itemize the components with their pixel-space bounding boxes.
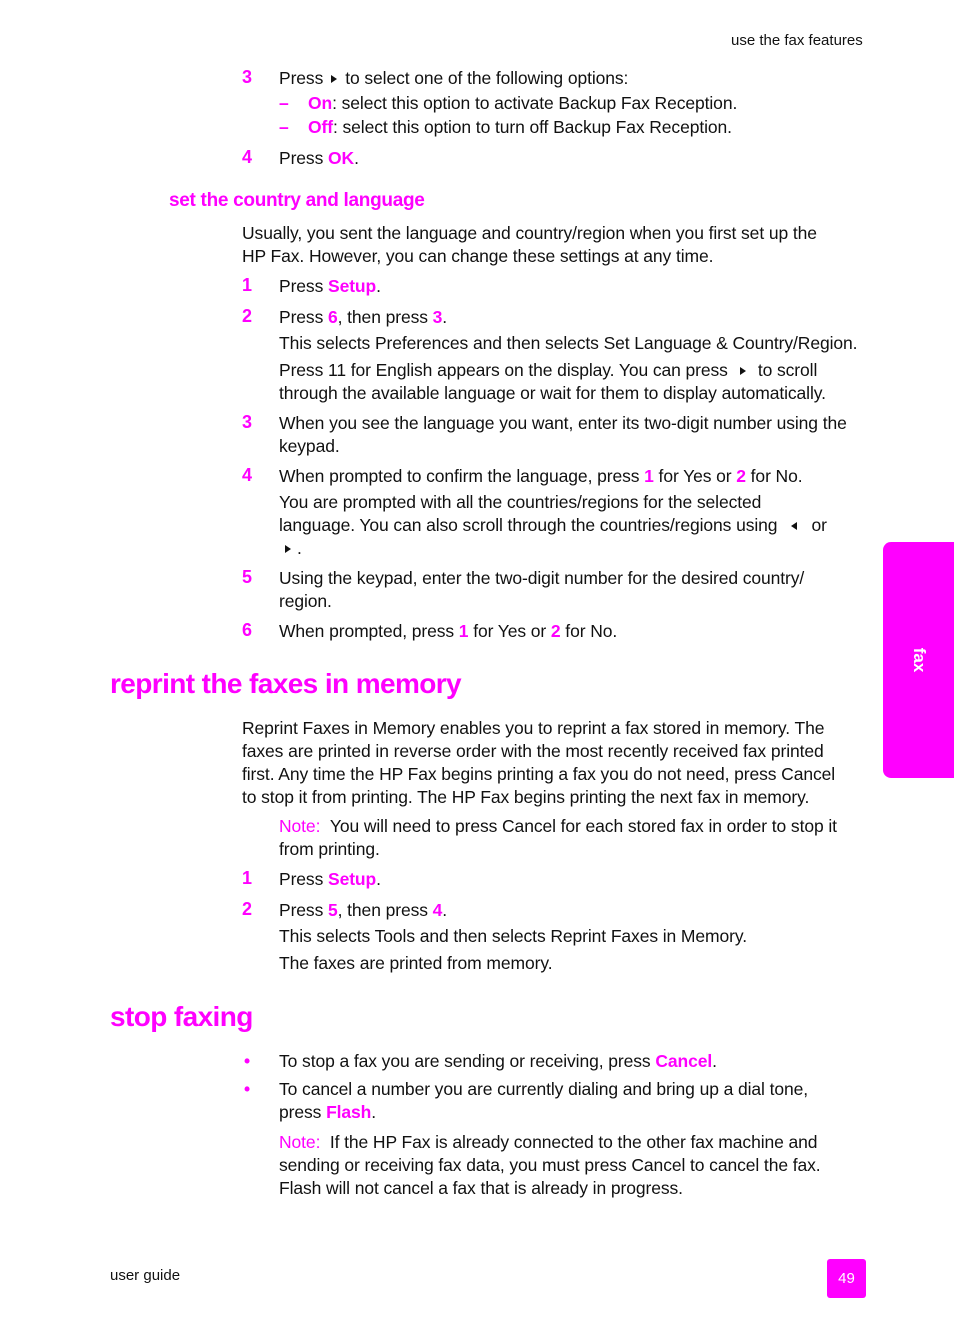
step-text-pre: Press	[279, 900, 328, 920]
note-line: Flash will not cancel a fax that is already in progress.	[279, 1178, 683, 1198]
step-note-line	[279, 537, 302, 560]
step-text-mid: , then press	[337, 307, 433, 327]
step-text-pre: Press	[279, 276, 328, 296]
step-text	[279, 465, 803, 488]
note-text: If the HP Fax is already connected to the other fax machine and	[329, 1132, 818, 1152]
step-note-line: You are prompted with all the countries/regions for the selected	[279, 492, 762, 512]
footer-title: user guide	[110, 1267, 181, 1284]
bullet-text	[279, 1050, 717, 1073]
option-key: Off	[308, 117, 333, 137]
option-key: On	[308, 93, 333, 113]
step-text-post: .	[354, 148, 359, 168]
step-note-line: The faxes are printed from memory.	[279, 953, 553, 973]
left-arrow-icon	[791, 522, 797, 530]
bullet-text-pre: press	[279, 1102, 327, 1122]
step-text-post: .	[376, 869, 381, 889]
step-note-text: to scroll	[757, 360, 818, 380]
step-text-post: .	[376, 276, 381, 296]
step-number: 1	[242, 275, 253, 295]
paragraph-line: faxes are printed in reverse order with the most recently received fax printed	[242, 741, 824, 761]
side-tab-label: fax	[909, 647, 929, 673]
step-text-line: region.	[279, 591, 332, 611]
step-text-mid: , then press	[337, 900, 433, 920]
option-dash: –	[279, 93, 289, 113]
key-label: 5	[328, 900, 338, 920]
step-text	[279, 67, 628, 90]
step-note-text: or	[811, 515, 827, 535]
step-note-line: through the available language or wait for them to display automatically.	[279, 383, 826, 403]
paragraph-line: first. Any time the HP Fax begins printing a fax you do not need, press Cancel	[242, 764, 836, 784]
step-number: 6	[242, 620, 253, 640]
step-text	[279, 620, 617, 643]
step-text-mid: for Yes or	[653, 466, 737, 486]
step-number: 5	[242, 567, 253, 587]
step-note-text: language. You can also scroll through the countries/regions using	[279, 515, 778, 535]
paragraph-line: to stop it from printing. The HP Fax begins printing the next fax in memory.	[242, 787, 810, 807]
step-note-line: This selects Tools and then selects Reprint Faxes in Memory.	[279, 926, 747, 946]
step-text-post: for No.	[745, 466, 803, 486]
step-number: 2	[242, 899, 253, 919]
step-text-pre: Press	[279, 68, 324, 88]
bullet-text-post: .	[371, 1102, 377, 1122]
key-label: 4	[432, 900, 443, 920]
note-label: Note:	[279, 816, 321, 836]
step-text-pre: Press	[279, 148, 328, 168]
key-label: 6	[328, 307, 338, 327]
step-number: 3	[242, 67, 253, 87]
bullet-text-line: To cancel a number you are currently dialing and bring up a dial tone,	[279, 1079, 809, 1099]
key-label: Setup	[328, 869, 377, 889]
step-note-line: This selects Preferences and then selects Set Language & Country/Region.	[279, 333, 858, 353]
step-text-post: .	[442, 900, 448, 920]
paragraph-line: Reprint Faxes in Memory enables you to reprint a fax stored in memory. The	[242, 718, 825, 738]
right-arrow-icon	[285, 545, 291, 553]
step-number: 4	[242, 147, 253, 167]
step-note-line	[279, 359, 817, 382]
note-line: sending or receiving fax data, you must press Cancel to cancel the fax.	[279, 1155, 821, 1175]
step-text-post: for No.	[560, 621, 618, 641]
bullet-text	[279, 1101, 376, 1124]
step-number: 4	[242, 465, 253, 485]
note-label: Note:	[279, 1132, 321, 1152]
key-label: Flash	[326, 1102, 372, 1122]
key-label: 1	[644, 466, 654, 486]
key-label: 2	[550, 621, 561, 641]
step-number: 3	[242, 412, 253, 432]
note-line	[279, 815, 837, 838]
running-header: use the fax features	[731, 32, 863, 49]
section-heading: stop faxing	[110, 1001, 253, 1032]
step-text	[279, 899, 447, 922]
option-text: : select this option to activate Backup Fax Reception.	[332, 93, 738, 113]
step-text-line: keypad.	[279, 436, 340, 456]
option-off	[308, 116, 732, 139]
note-text: You will need to press Cancel for each stored fax in order to stop it	[329, 816, 837, 836]
step-text-mid: for Yes or	[468, 621, 551, 641]
step-note-text: Press 11 for English appears on the display. You can press	[279, 360, 728, 380]
step-number: 2	[242, 306, 253, 326]
step-note-line	[279, 514, 827, 537]
step-text-line: When you see the language you want, enter its two-digit number using the	[279, 413, 847, 433]
key-label: Setup	[328, 276, 377, 296]
key-label: Cancel	[655, 1051, 713, 1071]
step-text	[279, 275, 381, 298]
key-label: 1	[458, 621, 469, 641]
note-line: from printing.	[279, 839, 380, 859]
step-text	[279, 147, 359, 170]
step-text-post: to select one of the following options:	[345, 68, 629, 88]
side-tab	[883, 542, 954, 778]
right-arrow-icon	[331, 75, 337, 83]
bullet-text-post: .	[712, 1051, 717, 1071]
step-text-pre: When prompted to confirm the language, press	[279, 466, 645, 486]
step-text-pre: Press	[279, 869, 328, 889]
paragraph-line: Usually, you sent the language and country/region when you first set up the	[242, 223, 817, 243]
step-text-pre: Press	[279, 307, 328, 327]
key-label: OK	[328, 148, 355, 168]
option-dash: –	[279, 117, 289, 137]
option-text: : select this option to turn off Backup Fax Reception.	[332, 117, 732, 137]
section-heading: reprint the faxes in memory	[110, 668, 462, 699]
paragraph-line: HP Fax. However, you can change these settings at any time.	[242, 246, 714, 266]
note-line	[279, 1131, 817, 1154]
step-note-text: .	[297, 538, 302, 558]
key-label: 3	[432, 307, 443, 327]
bullet-text-pre: To stop a fax you are sending or receiving, press	[279, 1051, 656, 1071]
step-number: 1	[242, 868, 253, 888]
option-on	[308, 92, 737, 115]
step-text	[279, 868, 381, 891]
page-number: 49	[827, 1259, 866, 1298]
key-label: 2	[736, 466, 746, 486]
right-arrow-icon	[740, 367, 746, 375]
step-text-line: Using the keypad, enter the two-digit number for the desired country/	[279, 568, 805, 588]
step-text-pre: When prompted, press	[279, 621, 459, 641]
bullet: •	[244, 1079, 251, 1099]
bullet: •	[244, 1051, 251, 1071]
step-text-post: .	[442, 307, 448, 327]
step-text	[279, 306, 447, 329]
subsection-heading: set the country and language	[169, 190, 425, 211]
